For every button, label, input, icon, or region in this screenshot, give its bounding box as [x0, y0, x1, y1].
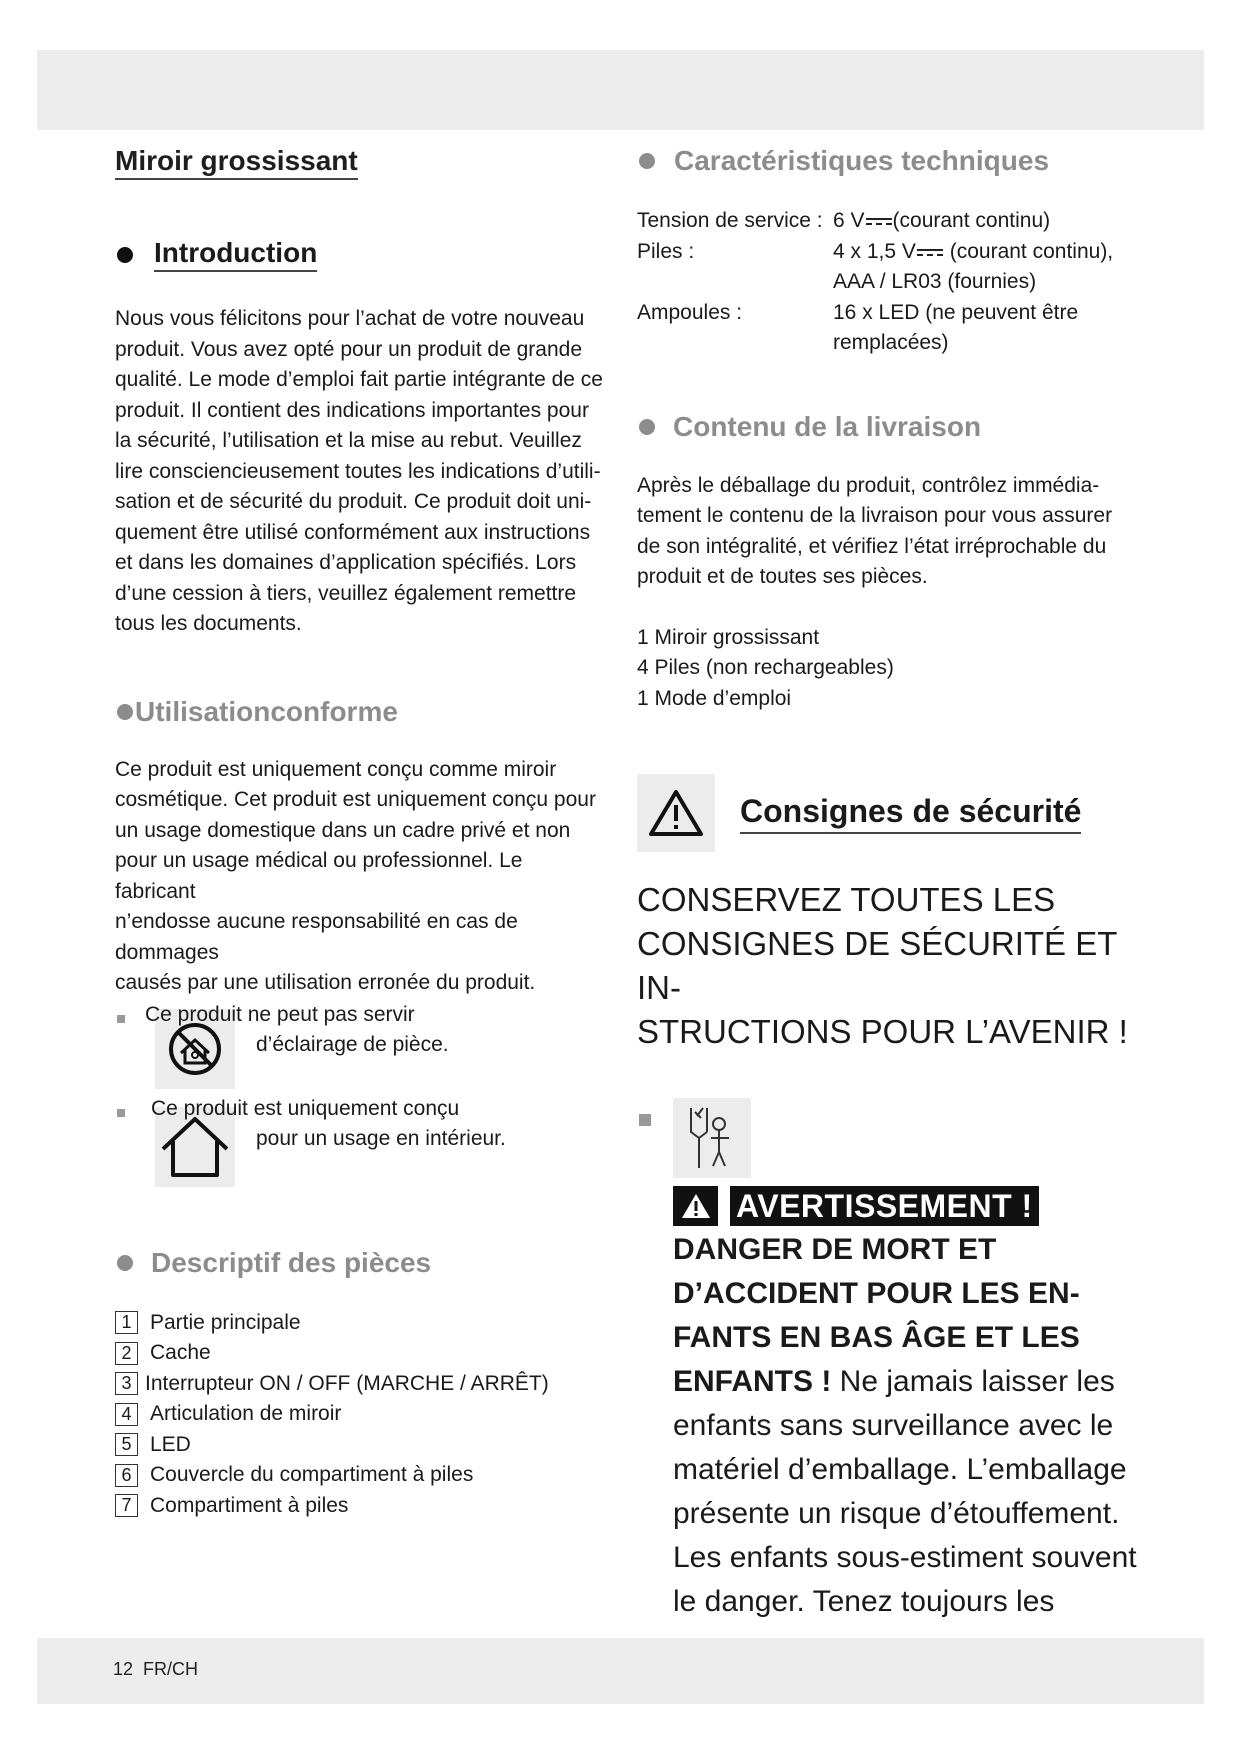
spec-key: Ampoules :: [637, 300, 743, 324]
spec-value-number: 6 V: [833, 209, 865, 232]
bullet-dot-icon: [117, 1255, 133, 1271]
header-band: [37, 50, 1204, 130]
child-safety-bullet: [637, 1098, 1137, 1178]
list-item: 4 Piles (non rechargeables): [637, 656, 894, 679]
part-number: 2: [115, 1342, 138, 1365]
warning-block: [673, 1186, 1137, 1624]
delivery-heading-label: Contenu de la livraison: [673, 410, 982, 442]
part-number: 6: [115, 1464, 138, 1487]
list-item: [115, 1491, 605, 1522]
spec-value-note: (courant continu): [892, 209, 1051, 232]
text-line: matériel d’emballage. L’emballage: [673, 1453, 1127, 1486]
usage-paragraph: [115, 755, 605, 999]
square-bullet-icon: [639, 1114, 651, 1126]
intro-paragraph: [115, 304, 605, 640]
page-title: Miroir grossissant: [115, 145, 358, 180]
list-item: 1 Miroir grossissant: [637, 625, 820, 649]
list-item: [115, 1399, 605, 1430]
part-label: Partie principale: [150, 1310, 301, 1334]
spec-value: [833, 298, 1137, 359]
parts-list: [115, 1308, 605, 1522]
part-label: Compartiment à piles: [150, 1493, 349, 1517]
part-number: 1: [115, 1311, 138, 1334]
part-number: 5: [115, 1433, 138, 1456]
parts-heading-label: Descriptif des pièces: [151, 1246, 432, 1278]
part-label: Articulation de miroir: [150, 1402, 342, 1426]
direct-current-icon: [866, 216, 892, 226]
list-item: 1 Mode d’emploi: [637, 686, 792, 710]
text-line: et dans les domaines d’application spécifiés. Lors: [115, 551, 577, 574]
text-line: produit. Vous avez opté pour un produit de grande: [115, 337, 583, 361]
text-line: cosmétique. Cet produit est uniquement conçu pour: [115, 788, 596, 811]
intro-heading-label: Introduction: [154, 237, 317, 272]
danger-text: [673, 1228, 1137, 1624]
delivery-contents-list: [637, 623, 1137, 715]
child-packaging-icon: [673, 1098, 751, 1178]
text-line: STRUCTIONS POUR L’AVENIR !: [637, 1013, 1128, 1050]
text-line: pour un usage médical ou professionnel. Le fabricant: [115, 849, 523, 903]
bullet-dot-icon: [117, 247, 133, 263]
parts-heading: [115, 1247, 605, 1279]
page-number: 12: [113, 1659, 134, 1679]
spec-value-text: 16 x LED (ne peuvent être: [833, 300, 1079, 324]
intro-heading: [115, 237, 605, 272]
page-footer: [113, 1659, 198, 1680]
text-line: présente un risque d’étouffement.: [673, 1497, 1120, 1530]
bullet-dot-icon: [117, 704, 133, 720]
specs-heading: [637, 145, 1137, 177]
text-line: CONSERVEZ TOUTES LES: [637, 881, 1056, 918]
text-line: Après le déballage du produit, contrôlez immédia-: [637, 473, 1100, 497]
right-column: [637, 145, 1137, 1624]
text-line: de son intégralité, et vérifiez l’état irréprochable du: [637, 534, 1107, 558]
part-label: Cache: [150, 1341, 211, 1365]
bullet-dot-icon: [639, 153, 655, 169]
danger-bold-line: FANTS EN BAS ÂGE ET LES: [673, 1321, 1080, 1354]
safety-heading: [637, 774, 1137, 852]
safety-heading-label: Consignes de sécurité: [740, 793, 1081, 834]
text-line: CONSIGNES DE SÉCURITÉ ET IN-: [637, 925, 1117, 1006]
spec-value-extra: remplacées): [833, 331, 949, 354]
direct-current-icon: [917, 247, 943, 257]
usage-bullet-indoor-use: [115, 1097, 605, 1185]
part-number: 4: [115, 1403, 138, 1426]
spec-value-note: (courant continu),: [943, 239, 1114, 263]
list-item: [115, 1338, 605, 1369]
spec-row: [637, 298, 1137, 359]
spec-row: [637, 206, 1137, 237]
locale-label: FR/CH: [143, 1659, 199, 1679]
spec-key: Piles :: [637, 239, 695, 263]
left-column: [115, 145, 605, 1521]
list-item: [115, 1430, 605, 1461]
keep-instructions-notice: [637, 878, 1137, 1054]
text-line: produit et de toutes ses pièces.: [637, 565, 928, 588]
specs-heading-label: Caractéristiques techniques: [674, 145, 1050, 176]
text-line: le danger. Tenez toujours les: [673, 1585, 1055, 1618]
text-line: n’endosse aucune responsabilité en cas de dommages: [115, 910, 518, 964]
text-line: Nous vous félicitons pour l’achat de votre nouveau: [115, 307, 585, 330]
footer-band: [37, 1638, 1204, 1704]
text-line: Ce produit est uniquement conçu comme miroir: [115, 757, 557, 781]
square-bullet-icon: [117, 1109, 125, 1117]
bullet-dot-icon: [639, 419, 655, 435]
usage-heading-label: Utilisationconforme: [135, 695, 398, 727]
delivery-paragraph: [637, 471, 1137, 593]
part-number: 7: [115, 1494, 138, 1517]
text-line: Les enfants sous-estiment souvent: [673, 1541, 1137, 1574]
bullet-line-1: Ce produit est uniquement conçu: [151, 1096, 460, 1120]
list-item: [115, 1308, 605, 1339]
bullet-line-2: d’éclairage de pièce.: [256, 1032, 449, 1056]
danger-bold-line: DANGER DE MORT ET: [673, 1233, 997, 1266]
spec-value-extra: AAA / LR03 (fournies): [833, 270, 1037, 293]
text-line: qualité. Le mode d’emploi fait partie intégrante de ce: [115, 368, 603, 391]
text-line: produit. Il contient des indications importantes pour: [115, 398, 589, 422]
text-line: enfants sans surveillance avec le: [673, 1409, 1114, 1442]
specs-table: [637, 206, 1137, 359]
list-item: [115, 1460, 605, 1491]
part-number: 3: [115, 1372, 138, 1395]
text-line: la sécurité, l’utilisation et la mise au rebut. Veuillez: [115, 429, 582, 452]
warning-badge: [673, 1186, 1137, 1226]
text-line: Ne jamais laisser les: [831, 1365, 1115, 1398]
spec-value: [833, 237, 1137, 298]
square-bullet-icon: [117, 1015, 125, 1023]
delivery-heading: [637, 411, 1137, 443]
bullet-line-1: Ce produit ne peut pas servir: [145, 1002, 415, 1026]
usage-bullet-no-room-lighting: [115, 1003, 605, 1091]
text-line: sation et de sécurité du produit. Ce produit doit uni-: [115, 490, 592, 513]
text-line: tement le contenu de la livraison pour vous assurer: [637, 504, 1113, 527]
warning-label: AVERTISSEMENT !: [730, 1186, 1039, 1226]
text-line: quement être utilisé conformément aux instructions: [115, 520, 591, 544]
part-label: Couvercle du compartiment à piles: [150, 1463, 474, 1487]
danger-bold-line: D’ACCIDENT POUR LES EN-: [673, 1277, 1080, 1310]
danger-bold-line: ENFANTS !: [673, 1365, 832, 1398]
part-label: LED: [150, 1432, 191, 1456]
bullet-line-2: pour un usage en intérieur.: [256, 1126, 506, 1150]
text-line: d’une cession à tiers, veuillez également remettre: [115, 581, 577, 605]
usage-heading: [115, 696, 605, 728]
spec-row: [637, 237, 1137, 298]
spec-key: Tension de service :: [637, 209, 823, 232]
text-line: un usage domestique dans un cadre privé et non: [115, 818, 571, 842]
text-line: tous les documents.: [115, 612, 302, 635]
part-label: Interrupteur ON / OFF (MARCHE / ARRÊT): [145, 1371, 549, 1395]
text-line: causés par une utilisation erronée du produit.: [115, 971, 536, 994]
spec-value-number: 4 x 1,5 V: [833, 239, 916, 263]
spec-value: [833, 206, 1137, 237]
warning-triangle-icon: [637, 774, 715, 852]
list-item: [115, 1369, 605, 1400]
text-line: lire consciencieusement toutes les indications d’utili-: [115, 459, 601, 483]
warning-triangle-icon: [673, 1186, 718, 1226]
